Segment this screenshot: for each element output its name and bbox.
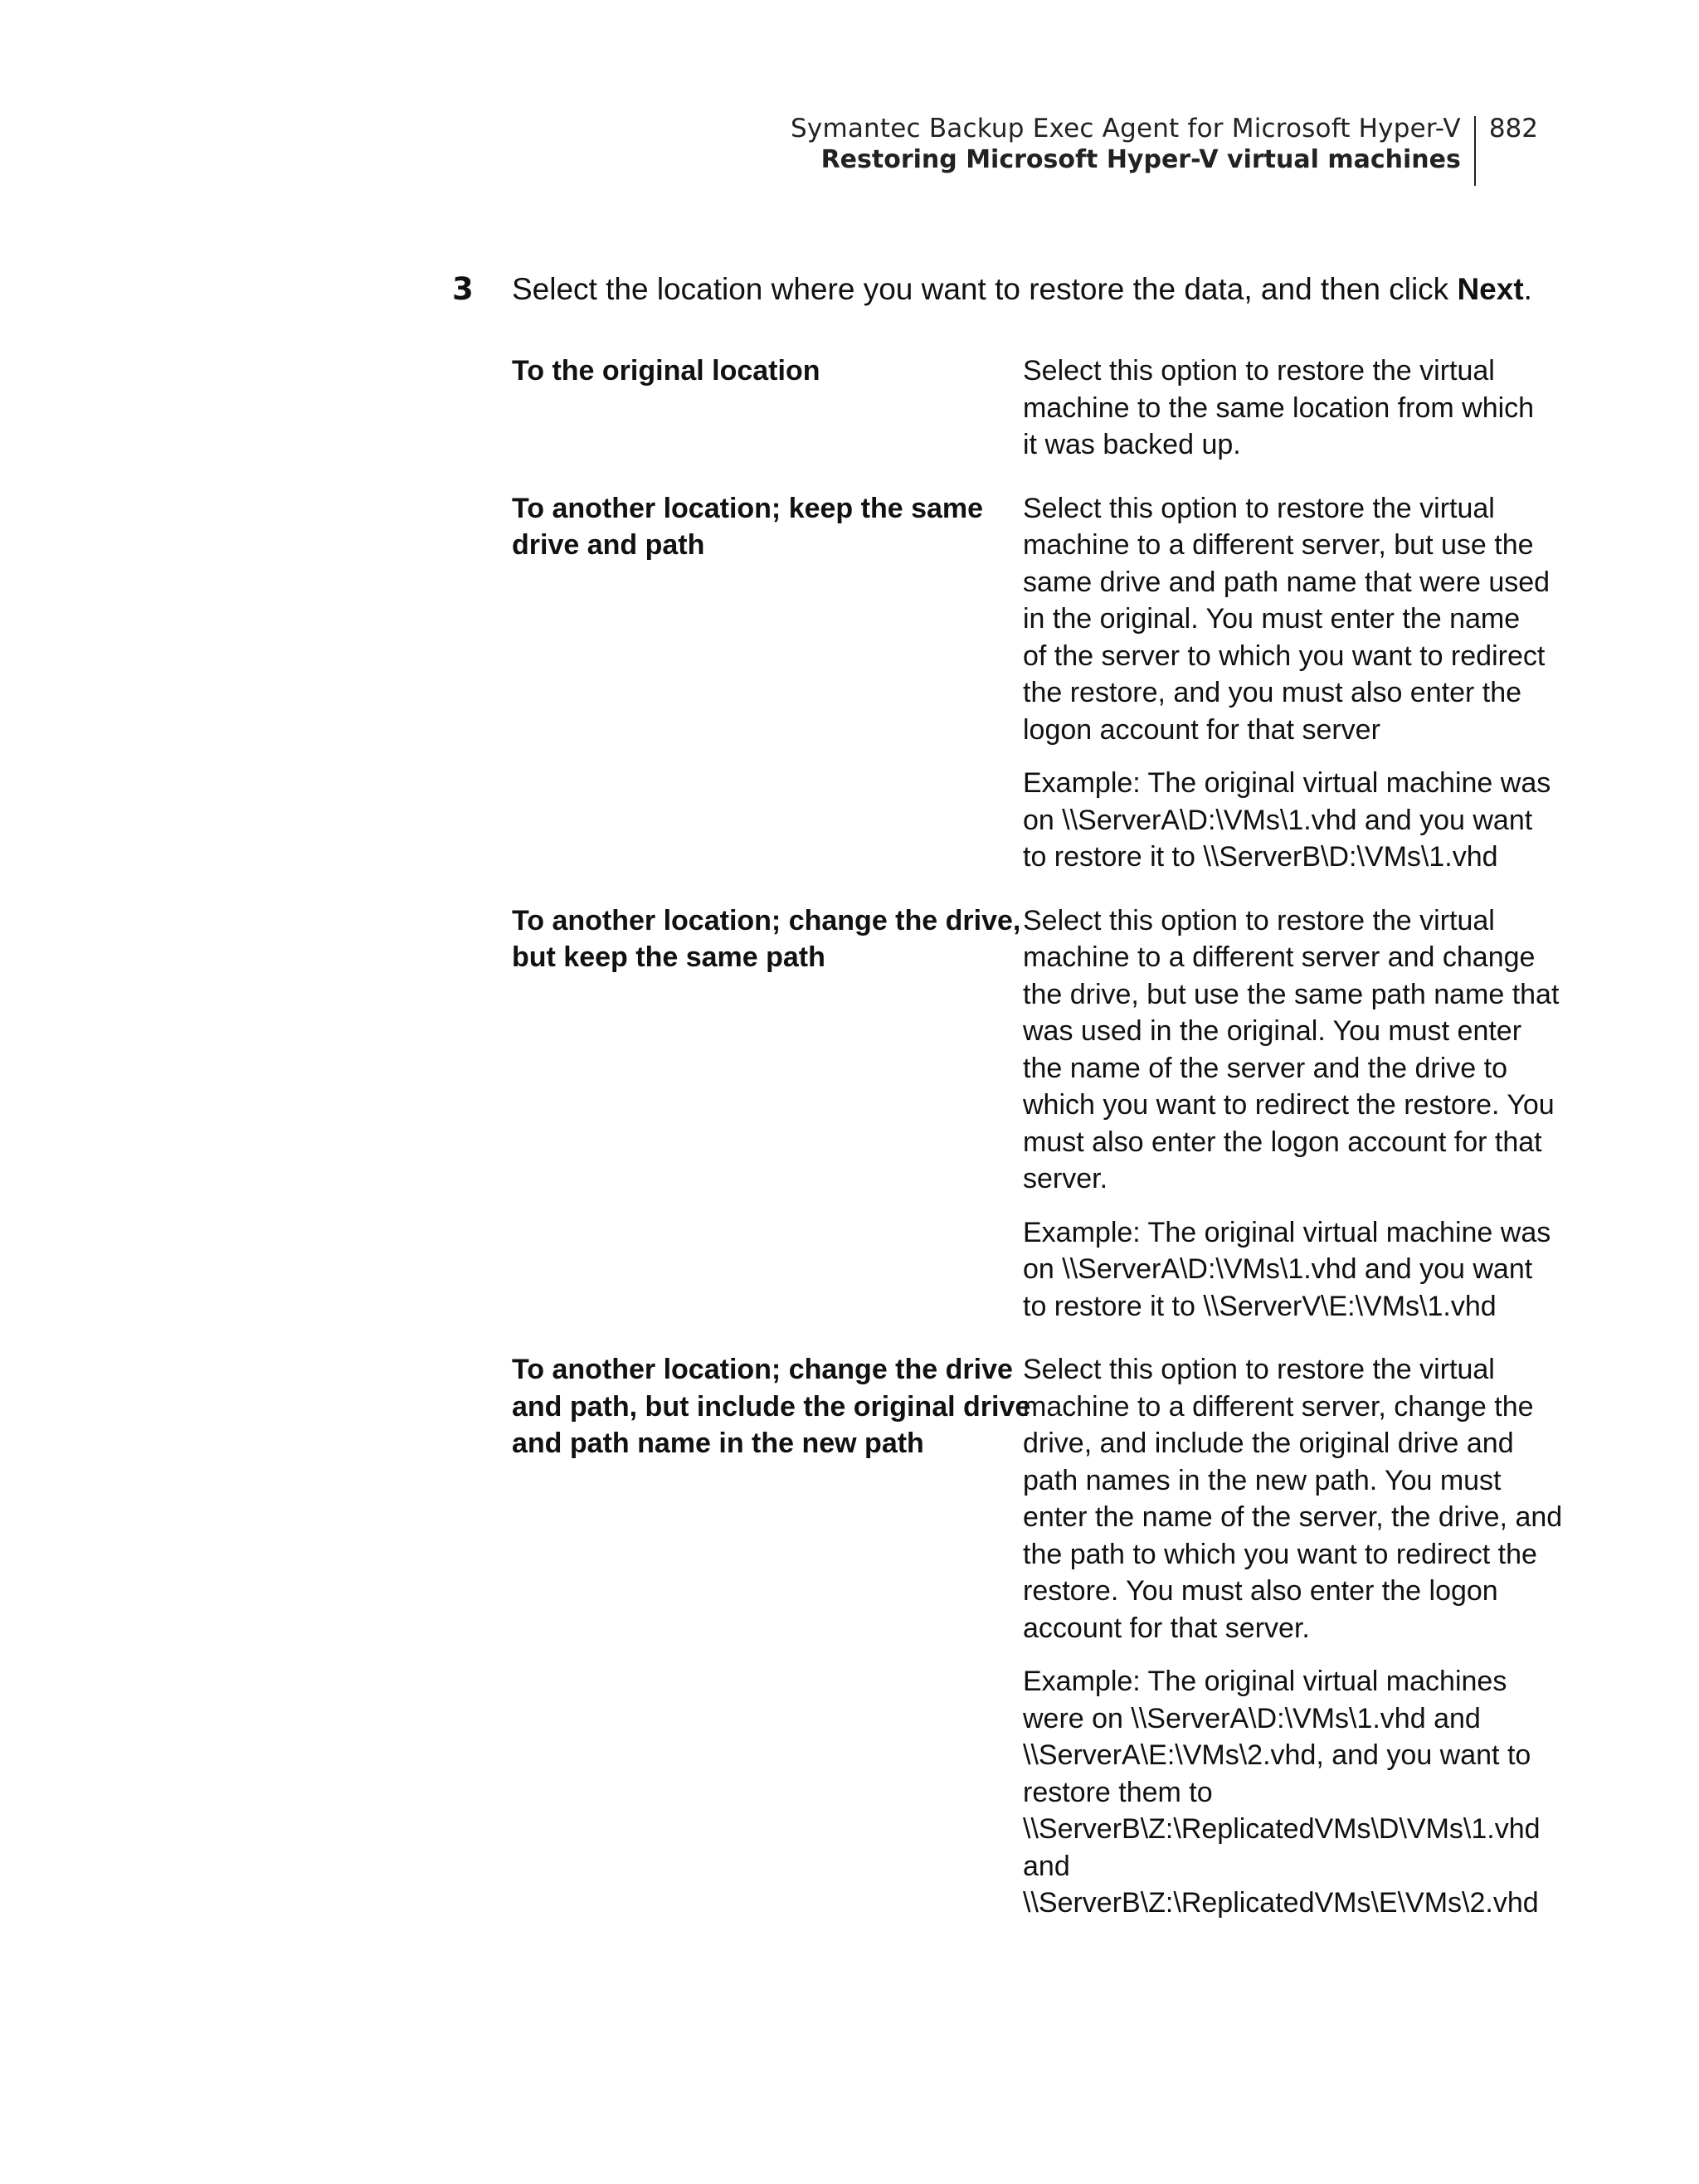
description-paragraph xyxy=(1023,1351,1563,1647)
description-line: \\ServerA\E:\VMs\2.vhd, and you want to xyxy=(1023,1739,1531,1771)
option-term-line: To another location; change the drive, xyxy=(512,904,1021,936)
description-line: \\ServerB\Z:\ReplicatedVMs\E\VMs\2.vhd xyxy=(1023,1887,1539,1919)
option-row xyxy=(512,490,1549,876)
description-paragraph xyxy=(1023,1663,1541,1922)
step-bold-word: Next xyxy=(1457,272,1524,306)
description-line: enter the name of the server, the drive, and xyxy=(1023,1501,1563,1533)
description-line: the restore, and you must also enter the xyxy=(1023,677,1522,708)
option-description xyxy=(1023,1351,1563,1922)
description-line: machine to a different server, but use the xyxy=(1023,529,1534,561)
option-description xyxy=(1023,902,1560,1325)
option-term-line: and path name in the new path xyxy=(512,1428,924,1459)
description-line: drive, and include the original drive and xyxy=(1023,1428,1514,1459)
description-line: the name of the server and the drive to xyxy=(1023,1052,1508,1084)
description-line: on \\ServerA\D:\VMs\1.vhd and you want xyxy=(1023,1253,1533,1285)
description-line: machine to a different server and change xyxy=(1023,941,1536,973)
step-text-before: Select the location where you want to restore the data, and then click xyxy=(512,272,1458,306)
description-line: Select this option to restore the virtual xyxy=(1023,1354,1495,1385)
option-row xyxy=(512,902,1560,1325)
option-term-line: drive and path xyxy=(512,529,705,561)
option-row xyxy=(512,1351,1563,1922)
description-line: to restore it to \\ServerB\D:\VMs\1.vhd xyxy=(1023,841,1498,873)
option-term xyxy=(512,1351,1031,1922)
description-line: Select this option to restore the virtual xyxy=(1023,904,1495,936)
description-paragraph xyxy=(1023,765,1551,876)
description-line: of the server to which you want to redirect xyxy=(1023,640,1546,672)
description-line: account for that server. xyxy=(1023,1612,1310,1644)
option-term-line: To another location; change the drive xyxy=(512,1354,1013,1385)
description-line: Select this option to restore the virtual xyxy=(1023,355,1495,387)
description-line: path names in the new path. You must xyxy=(1023,1464,1502,1496)
description-line: server. xyxy=(1023,1163,1108,1194)
description-line: Example: The original virtual machine was xyxy=(1023,767,1551,799)
description-line: machine to the same location from which xyxy=(1023,392,1535,424)
step-text-after: . xyxy=(1523,272,1532,306)
description-paragraph xyxy=(1023,353,1535,464)
options-table xyxy=(512,353,1563,1948)
option-term xyxy=(512,353,1023,464)
page-number: 882 xyxy=(1488,114,1538,143)
description-line: it was backed up. xyxy=(1023,429,1241,460)
option-term-line: but keep the same path xyxy=(512,941,825,973)
description-line: the path to which you want to redirect the xyxy=(1023,1538,1537,1570)
description-line: Select this option to restore the virtual xyxy=(1023,492,1495,524)
option-description xyxy=(1023,490,1551,876)
description-line: and xyxy=(1023,1850,1070,1882)
description-line: Example: The original virtual machines xyxy=(1023,1666,1507,1697)
option-term-line: To another location; keep the same xyxy=(512,492,984,524)
step-instruction xyxy=(512,271,1532,308)
description-line: Example: The original virtual machine was xyxy=(1023,1216,1551,1248)
header-titles xyxy=(791,113,1474,176)
header-section-title: Restoring Microsoft Hyper-V virtual machines xyxy=(820,145,1461,174)
description-paragraph xyxy=(1023,902,1560,1198)
description-line: were on \\ServerA\D:\VMs\1.vhd and xyxy=(1023,1702,1481,1734)
description-line: restore. You must also enter the logon xyxy=(1023,1575,1498,1607)
description-paragraph xyxy=(1023,1214,1551,1325)
description-line: was used in the original. You must enter xyxy=(1023,1015,1522,1047)
running-header xyxy=(791,113,1538,186)
header-chapter-title: Symantec Backup Exec Agent for Microsoft Hyper-V xyxy=(791,114,1461,143)
description-line: to restore it to \\ServerV\E:\VMs\1.vhd xyxy=(1023,1290,1497,1322)
description-line: restore them to xyxy=(1023,1776,1213,1808)
description-line: which you want to redirect the restore. You xyxy=(1023,1089,1555,1121)
description-line: \\ServerB\Z:\ReplicatedVMs\D\VMs\1.vhd xyxy=(1023,1813,1541,1845)
description-line: machine to a different server, change the xyxy=(1023,1390,1534,1423)
option-term-line: To the original location xyxy=(512,355,820,387)
option-term xyxy=(512,490,1023,876)
description-line: in the original. You must enter the name xyxy=(1023,603,1521,635)
option-row xyxy=(512,353,1549,464)
description-line: must also enter the logon account for that xyxy=(1023,1126,1542,1158)
step-number: 3 xyxy=(452,271,474,307)
option-description xyxy=(1023,353,1535,464)
description-line: on \\ServerA\D:\VMs\1.vhd and you want xyxy=(1023,804,1533,836)
description-line: logon account for that server xyxy=(1023,713,1380,746)
description-paragraph xyxy=(1023,490,1551,749)
option-term xyxy=(512,902,1023,1325)
option-term-line: and path, but include the original drive xyxy=(512,1390,1031,1423)
description-line: same drive and path name that were used xyxy=(1023,566,1551,598)
description-line: the drive, but use the same path name that xyxy=(1023,978,1560,1010)
